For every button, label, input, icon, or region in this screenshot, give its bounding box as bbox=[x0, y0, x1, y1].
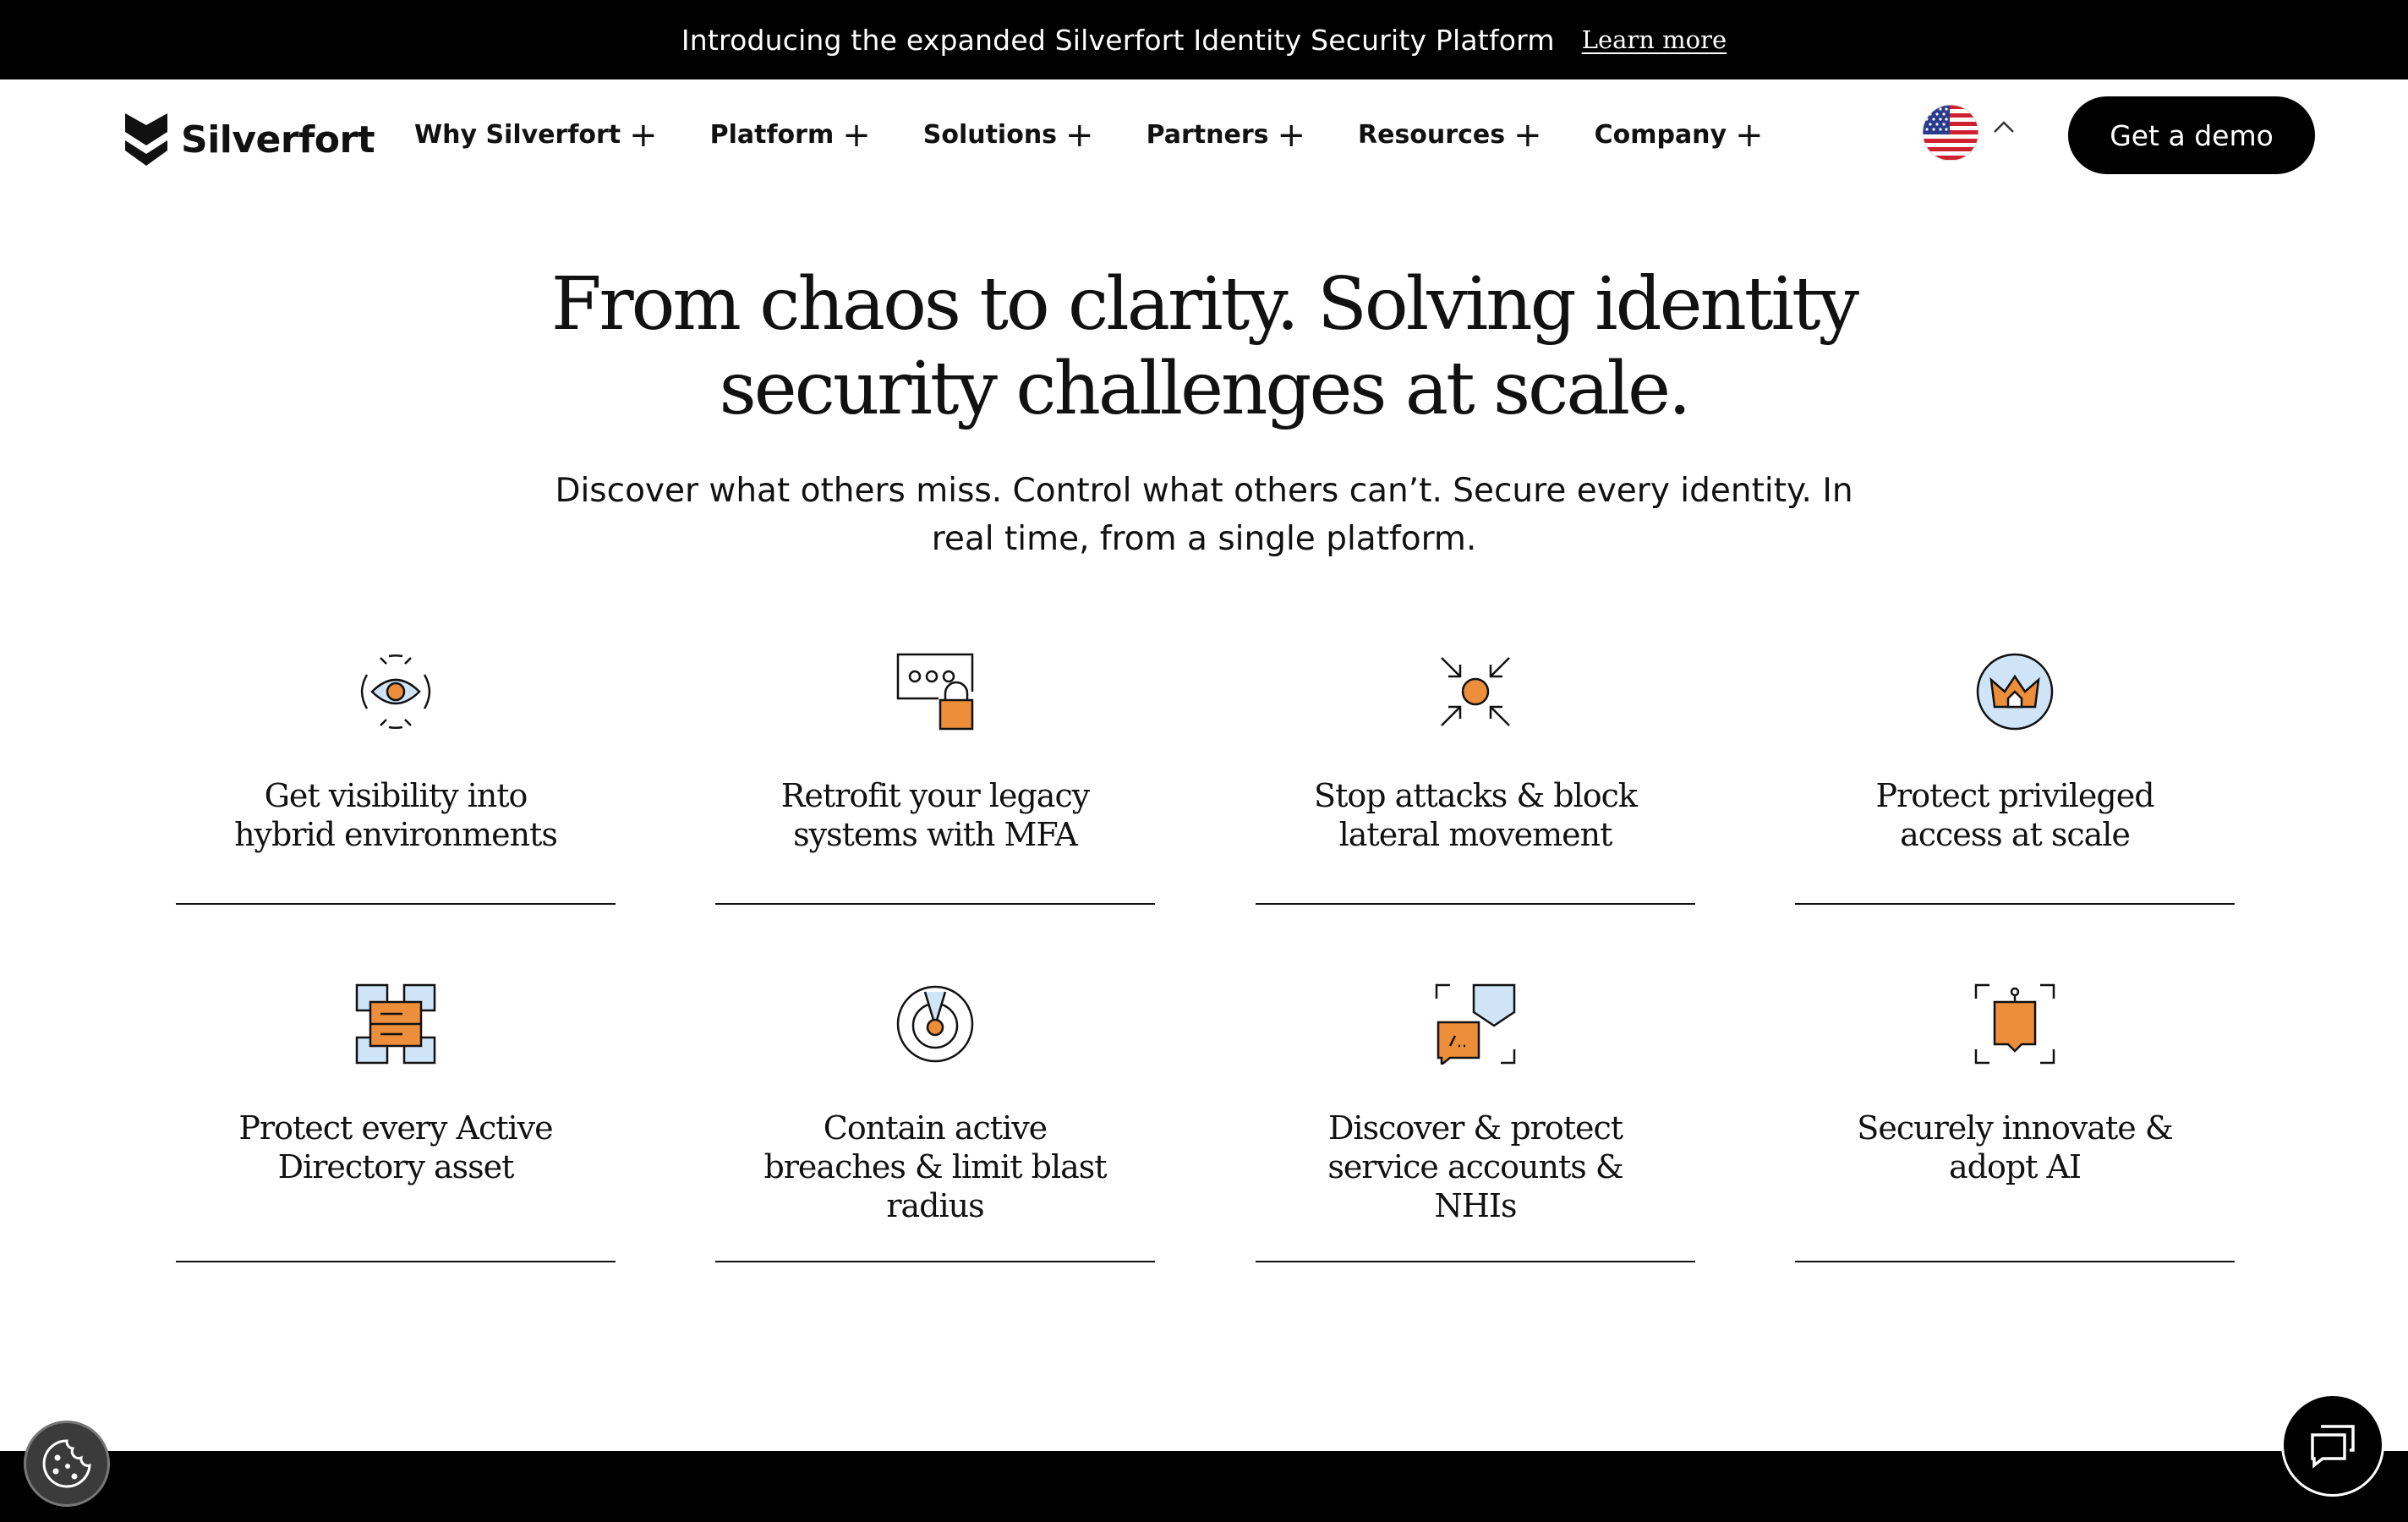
chat-icon bbox=[2307, 1420, 2358, 1470]
card-divider bbox=[1256, 903, 1695, 905]
card-label bbox=[176, 1109, 616, 1186]
logo-mark-icon bbox=[123, 113, 169, 166]
block-arrows-icon bbox=[1435, 651, 1516, 732]
target-icon bbox=[895, 983, 976, 1065]
nav-solutions[interactable] bbox=[922, 115, 1094, 155]
nav-label: Partners bbox=[1146, 120, 1269, 150]
card-label-line: Directory asset bbox=[277, 1148, 514, 1185]
hero-subtitle-line: real time, from a single platform. bbox=[931, 520, 1477, 558]
nav-label: Platform bbox=[709, 120, 835, 150]
us-flag-icon bbox=[1921, 103, 1980, 162]
language-selector[interactable] bbox=[1921, 103, 2016, 162]
card-label-line: adopt AI bbox=[1949, 1148, 2081, 1185]
card-label-line: Securely innovate & bbox=[1857, 1109, 2173, 1147]
card-label bbox=[176, 776, 616, 854]
card-label-line: NHIs bbox=[1434, 1187, 1517, 1224]
hero-title-line: security challenges at scale. bbox=[719, 347, 1689, 431]
card-divider bbox=[1795, 1261, 2235, 1262]
card-label-line: Stop attacks & block bbox=[1314, 777, 1637, 814]
ai-chip-icon bbox=[1974, 983, 2055, 1065]
announcement-text: Introducing the expanded Silverfort Identity Security Platform bbox=[681, 23, 1555, 57]
plus-icon: + bbox=[629, 115, 658, 155]
mfa-lock-icon bbox=[895, 651, 976, 732]
service-account-icon bbox=[1435, 983, 1516, 1065]
card-label-line: radius bbox=[886, 1187, 984, 1224]
card-label-line: Contain active bbox=[823, 1109, 1048, 1147]
chevron-up-icon bbox=[1992, 118, 2016, 135]
chat-button[interactable] bbox=[2281, 1393, 2384, 1497]
card-divider bbox=[1795, 903, 2235, 905]
cookie-settings-button[interactable] bbox=[24, 1421, 110, 1507]
hero-subtitle-line: Discover what others miss. Control what others can’t. Secure every identity. In bbox=[555, 472, 1853, 510]
card-label-line: Protect privileged bbox=[1875, 777, 2154, 814]
hero-title bbox=[0, 262, 2408, 431]
nav-label: Solutions bbox=[922, 120, 1058, 150]
plus-icon: + bbox=[1277, 115, 1305, 155]
card-divider bbox=[176, 1261, 616, 1262]
card-label-line: lateral movement bbox=[1338, 816, 1612, 853]
card-divider bbox=[715, 1261, 1155, 1262]
plus-icon: + bbox=[1065, 115, 1094, 155]
get-a-demo-button[interactable]: Get a demo bbox=[2068, 96, 2315, 174]
nav-label: Company bbox=[1594, 120, 1727, 150]
card-label-line: hybrid environments bbox=[234, 816, 557, 853]
site-header bbox=[0, 79, 2408, 198]
card-label-line: Get visibility into bbox=[264, 777, 528, 814]
hero-title-line: From chaos to clarity. Solving identity bbox=[550, 262, 1858, 347]
card-label-line: Discover & protect bbox=[1327, 1109, 1623, 1147]
eye-visibility-icon bbox=[355, 651, 436, 732]
card-label-line: access at scale bbox=[1900, 816, 2130, 853]
nav-partners[interactable] bbox=[1146, 115, 1305, 155]
silverfort-logo[interactable] bbox=[123, 113, 375, 166]
card-label-line: Protect every Active bbox=[238, 1109, 553, 1147]
cookie-icon bbox=[41, 1437, 93, 1490]
card-label bbox=[1795, 776, 2235, 854]
card-label bbox=[1256, 776, 1695, 854]
card-label bbox=[1256, 1109, 1695, 1225]
card-label-line: Retrofit your legacy bbox=[780, 777, 1090, 814]
card-label-line: systems with MFA bbox=[793, 816, 1077, 853]
active-directory-icon bbox=[355, 983, 436, 1065]
card-label bbox=[715, 776, 1155, 854]
learn-more-link[interactable]: Learn more bbox=[1581, 25, 1727, 54]
card-label bbox=[1795, 1109, 2235, 1186]
crown-icon bbox=[1974, 651, 2055, 732]
logo-text: Silverfort bbox=[181, 118, 375, 162]
card-label-line: breaches & limit blast bbox=[763, 1148, 1107, 1185]
card-divider bbox=[176, 903, 616, 905]
nav-platform[interactable] bbox=[709, 115, 871, 155]
card-divider bbox=[715, 903, 1155, 905]
nav-resources[interactable] bbox=[1358, 115, 1542, 155]
nav-label: Resources bbox=[1358, 120, 1506, 150]
plus-icon: + bbox=[1735, 115, 1764, 155]
main-nav bbox=[414, 115, 1764, 155]
plus-icon: + bbox=[842, 115, 871, 155]
nav-why-silverfort[interactable] bbox=[414, 115, 658, 155]
card-label bbox=[715, 1109, 1155, 1225]
nav-company[interactable] bbox=[1594, 115, 1764, 155]
hero-subtitle bbox=[0, 467, 2408, 563]
nav-label: Why Silverfort bbox=[414, 120, 621, 150]
footer-band bbox=[0, 1451, 2408, 1522]
card-divider bbox=[1256, 1261, 1695, 1262]
card-label-line: service accounts & bbox=[1327, 1148, 1623, 1185]
plus-icon: + bbox=[1513, 115, 1542, 155]
announcement-bar bbox=[0, 0, 2408, 79]
